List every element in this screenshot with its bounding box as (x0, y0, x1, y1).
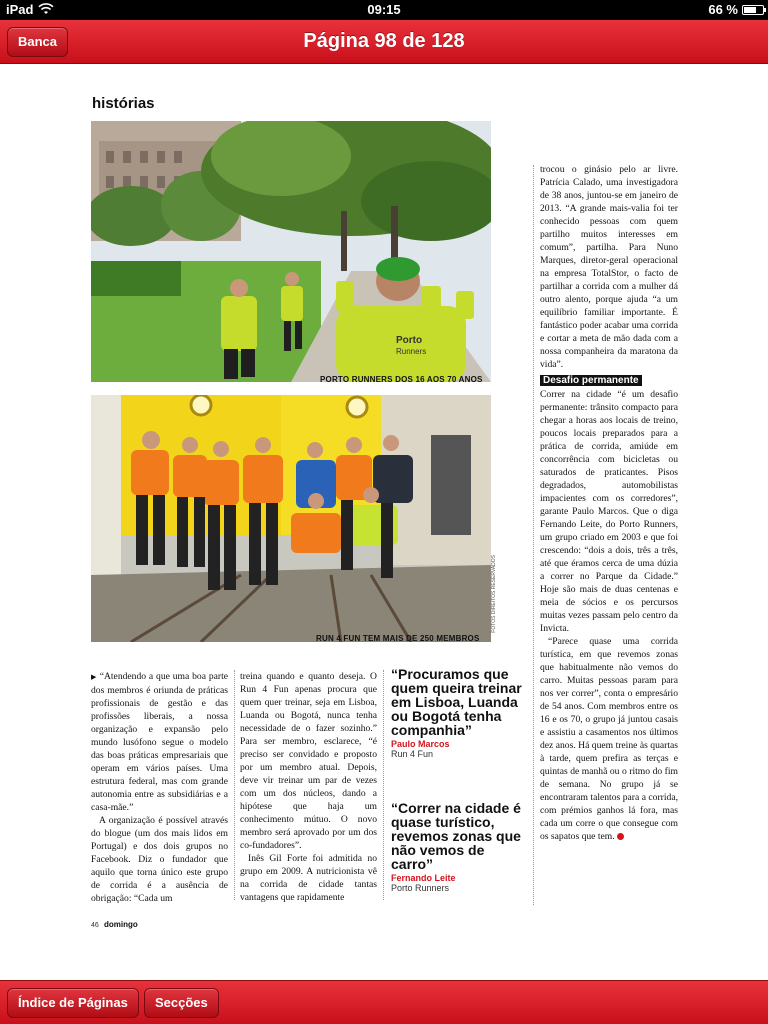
page-index-button[interactable]: Índice de Páginas (7, 988, 139, 1018)
device-label: iPad (6, 2, 34, 17)
page-title: Página 98 de 128 (303, 30, 465, 52)
page-number: 46 (91, 922, 99, 929)
quote-organization: Porto Runners (391, 883, 450, 893)
column-divider (533, 165, 534, 905)
pull-quote (391, 801, 526, 893)
status-bar (0, 0, 768, 20)
triangle-bullet-icon: ▶ (91, 673, 97, 681)
photo-porto-runners (91, 121, 491, 382)
article-paragraph: treina quando e quanto deseja. O Run 4 Fun apenas procura que quem quer treinar, seja em Lisboa, Luanda ou Bogotá, nunca tenha necessidade de o fazer sozinho.” Para ser membro, esclarece, “é preciso ser convidado e proposto por um membro atual. Depois, deve vir treinar um par de vezes com um dos núcleos, dando a hipótese que haja um conhecimento mútuo. O novo membro será aprovado por um dos co-fundadores”. (240, 671, 377, 851)
quote-text: “Correr na cidade é quase turístico, revemos zonas que não vemos de carro” (391, 800, 521, 872)
photo1-caption: PORTO RUNNERS DOS 16 AOS 70 ANOS (320, 375, 483, 384)
article-paragraph: Inês Gil Forte foi admitida no grupo em 2009. A nutricionista vê na corrida de cidade tantas vantagens que rapidamente (240, 853, 377, 903)
svg-text:Runners: Runners (396, 347, 427, 356)
battery-icon (742, 5, 764, 15)
article-column-2 (240, 670, 377, 904)
quote-author: Fernando Leite (391, 873, 456, 883)
article-column-right (540, 163, 678, 843)
article-paragraph: trocou o ginásio pelo ar livre. Patrícia Calado, uma investigadora de 38 anos, juntou-se em janeiro de 2013. “A grande mais-valia foi ter conhecido pessoas com quem partilho muitos interesses em comum”, partilha. Para Nuno Marques, diretor-geral operacional na empresa TotalStor, o facto de partilhar a corrida com a mulher dá outro alento, porque ajuda “a um equilíbrio familiar importante. É fantástico poder acabar uma corrida e cortar a meta de mão dada com a nossa companheira da maratona da vida”. (540, 164, 678, 370)
article-paragraph: A organização é possível através do blogue (um dos mais lidos em Portugal) e dos dois grupos no Facebook. Diz o fundador que aquilo que torna único este grupo de corrida é a ausência de obrigação: “Cada um (91, 815, 228, 904)
svg-text:Porto: Porto (396, 335, 423, 346)
pull-quote (391, 667, 526, 759)
section-title: histórias (92, 95, 155, 112)
magazine-page[interactable] (0, 65, 768, 980)
column-divider (234, 670, 235, 900)
battery-percent: 66 % (708, 2, 738, 17)
clock: 09:15 (367, 2, 401, 17)
magazine-brand: domingo (104, 920, 138, 929)
bottom-toolbar (0, 980, 768, 1024)
end-mark-icon (617, 833, 624, 840)
subheading: Desafio permanente (540, 375, 642, 386)
sections-button[interactable]: Secções (144, 988, 219, 1018)
quote-organization: Run 4 Fun (391, 749, 434, 759)
article-paragraph: “Parece quase uma corrida turística, em que revemos zonas que habitualmente não vemos do carro. Muitas pessoas param para nos ver correr”, conta o empresário de 54 anos. Com membros entre os 16 e os 70, o grupo já juntou casais e assistiu a casamentos nos últimos dez anos. Há quem treine às quartas à tarde, quem prefira as terças e quintas de manhã ou o ritmo do fim de semana. No grupo já se encontraram talentos para a corrida, com prémios ganhos lá fora, mas cada um corre o que consegue com os sapatos que tem. (540, 636, 678, 842)
banca-button[interactable]: Banca (7, 27, 68, 57)
photo2-caption: RUN 4 FUN TEM MAIS DE 250 MEMBROS (316, 634, 480, 643)
article-column-1 (91, 670, 228, 905)
top-nav-bar (0, 20, 768, 64)
article-paragraph: Correr na cidade “é um desafio permanente: trânsito compacto para chegar a horas aos locais de treino, poucos locais preparados para a prática de corrida, amiúde em concorrência com bicicletas ou saturados de praticantes. Pisos degradados, automobilistas impacientes com os corredores”, garante Paulo Marcos. Que o diga Fernando Leite, do Porto Runners, um grupo criado em 2003 e que foi crescendo: “dois a dois, três a três, até que éramos cerca de uma dúzia a correr no Parque da Cidade.” Hoje são mais de duas centenas e meia de sócios e os percursos muitas vezes passam pelo centro da Invicta. (540, 389, 678, 634)
column-divider (383, 670, 384, 900)
photo-run-4-fun (91, 395, 491, 642)
quote-author: Paulo Marcos (391, 739, 450, 749)
photo-credit: FOTOS DIREITOS RESERVADOS (491, 555, 497, 633)
quote-text: “Procuramos que quem queira treinar em Lisboa, Luanda ou Bogotá tenha companhia” (391, 666, 522, 738)
article-paragraph: “Atendendo a que uma boa parte dos membros é oriunda de práticas profissionais de gestão e das profissões liberais, a nossa organização e expansão pelo mundo lusófono segue o modelo das boas práticas empresariais que operam em vários países. Uma estrutura federal, mas com grande autonomia entre as subsidiárias e a casa-mãe.” (91, 671, 228, 813)
